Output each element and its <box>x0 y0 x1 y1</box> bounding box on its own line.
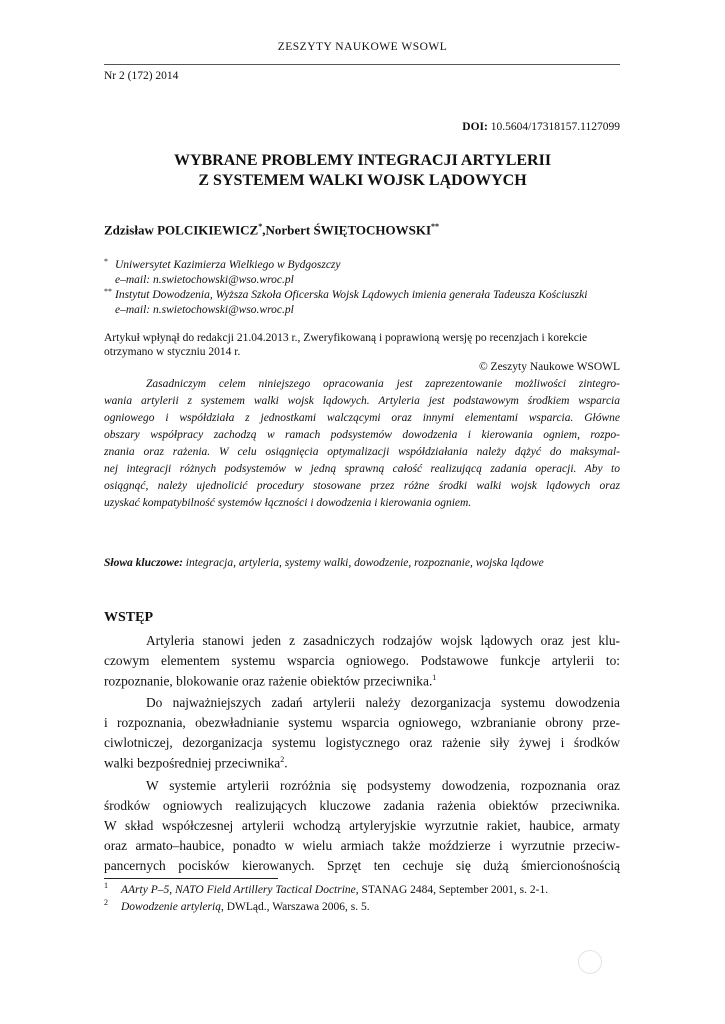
footnote-number: 1 <box>104 881 108 890</box>
body-text: rozpoznanie, blokowanie oraz rażenie obiektów przeciwnika. <box>104 673 433 689</box>
abstract-line: obszary współpracy zachodzą w ramach podsystemów dowodzenia i kierowania ogniem, rozpo- <box>104 429 620 441</box>
footnote-title: AArty P–5, NATO Field Artillery Tactical Doctrine <box>121 884 356 896</box>
copyright: © Zeszyty Naukowe WSOWL <box>478 361 620 373</box>
author-1-mark: * <box>258 222 263 231</box>
body-line: Artyleria stanowi jeden z zasadniczych rodzajów wojsk lądowych oraz jest klu- <box>146 633 620 648</box>
affiliation-mark: ** <box>104 287 112 296</box>
footnote-ref[interactable]: 2 <box>280 755 285 764</box>
doi-label: DOI: <box>462 121 488 133</box>
abstract-line: nej integracji różnych podsystemów w jedną sprawną całość realizującą zadania operacji. Aby to <box>104 463 620 475</box>
keywords <box>104 557 544 569</box>
affiliation-email[interactable]: e–mail: n.swietochowski@wso.wroc.pl <box>115 274 294 286</box>
article-title-line-1: WYBRANE PROBLEMY INTEGRACJI ARTYLERII <box>173 152 552 169</box>
body-text: walki bezpośredniej przeciwnika <box>104 755 281 771</box>
affiliation-email[interactable]: e–mail: n.swietochowski@wso.wroc.pl <box>115 304 294 316</box>
affiliation-name: Uniwersytet Kazimierza Wielkiego w Bydgoszczy <box>115 259 341 271</box>
footnote-text <box>121 901 370 913</box>
body-line <box>104 755 620 771</box>
header-rule <box>104 64 620 65</box>
affiliation-mark: * <box>104 257 108 266</box>
footnote-number: 2 <box>104 898 108 907</box>
doi <box>462 121 620 133</box>
body-line: Do najważniejszych zadań artylerii należy dezorganizacja systemu dowodzenia <box>146 695 620 710</box>
abstract-line: wania artylerii z systemem walki wojsk lądowych. Artyleria jest podstawowym środkiem wsparcia <box>104 395 620 407</box>
body-line: W systemie artylerii rozróżnia się podsystemy dowodzenia, rozpoznania oraz <box>146 778 620 793</box>
body-line: czowym elementem systemu wsparcia ogniowego. Podstawowe funkcje artylerii to: <box>104 653 620 668</box>
abstract-line: uzyskać kompatybilność systemów łączności i dowodzenia i kierowania ogniem. <box>104 497 472 509</box>
body-line: pancernych pocisków kierowanych. Sprzęt ten cechuje się dużą śmiercionośnością <box>104 858 620 873</box>
body-line: środków ogniowych realizujących kluczowe zadania rażenia obiektów przeciwnika. <box>104 798 620 813</box>
abstract-line: osiągnąć, należy ujednolicić procedury stosowane przez różne środki walki wojsk lądowych oraz <box>104 480 620 492</box>
footnote-rule <box>104 878 278 879</box>
issue-number: Nr 2 (172) 2014 <box>104 70 179 82</box>
footnote-text <box>121 884 548 896</box>
author-1: Zdzisław POLCIKIEWICZ <box>104 222 259 238</box>
watermark-icon <box>578 950 602 974</box>
received-line-1: Artykuł wpłynął do redakcji 21.04.2013 r., Zweryfikowaną i poprawioną wersję po recenzjach i korekcie <box>104 332 588 344</box>
article-title-line-2: Z SYSTEMEM WALKI WOJSK LĄDOWYCH <box>198 172 527 189</box>
body-text-end: . <box>284 755 288 771</box>
section-heading: WSTĘP <box>104 610 154 625</box>
received-note <box>104 331 620 359</box>
body-line: ciwlotniczej, dezorganizacja systemu logistycznego oraz rażenie siły żywej i środków <box>104 735 620 750</box>
doi-value[interactable]: 10.5604/17318157.1127099 <box>490 121 620 133</box>
affiliation-name: Instytut Dowodzenia, Wyższa Szkoła Oficerska Wojsk Lądowych imienia generała Tadeusza Kościuszki <box>115 289 588 301</box>
body-line: oraz armato–haubice, ponadto w wielu armiach także moździerze i wyrzutnie przeciw- <box>104 838 620 853</box>
footnote-rest: , STANAG 2484, September 2001, s. 2-1. <box>355 884 549 896</box>
authors <box>104 222 439 238</box>
author-2-mark: ** <box>431 222 440 231</box>
received-line-2: otrzymano w styczniu 2014 r. <box>104 346 241 358</box>
keywords-text: integracja, artyleria, systemy walki, dowodzenie, rozpoznanie, wojska lądowe <box>182 557 544 569</box>
body-line <box>104 673 620 689</box>
journal-name: ZESZYTY NAUKOWE WSOWL <box>277 41 448 53</box>
keywords-label: Słowa kluczowe: <box>104 557 183 569</box>
body-line: i rozpoznania, obezwładnianie systemu wsparcia ogniowego, wzbranianie obrony prze- <box>104 715 620 730</box>
footnote-ref[interactable]: 1 <box>432 673 437 682</box>
abstract-line: ogniowego i współdziała z jednostkami walczącymi oraz innymi elementami wsparcia. Główne <box>104 412 620 424</box>
author-2: Norbert ŚWIĘTOCHOWSKI <box>265 222 432 238</box>
abstract-line: Zasadniczym celem niniejszego opracowania jest zaprezentowanie możliwości zintegro- <box>146 378 620 390</box>
footnote-title: Dowodzenie artylerią <box>121 901 221 913</box>
footnote-rest: , DWLąd., Warszawa 2006, s. 5. <box>220 901 370 913</box>
author-separator: , <box>262 222 266 238</box>
abstract-line: znania oraz rażenia. W celu osiągnięcia optymalizacji współdziałania należy dążyć do maksymal- <box>104 446 620 458</box>
body-line: W skład współczesnej artylerii wchodzą artyleryjskie wyrzutnie rakiet, haubice, armaty <box>104 818 620 833</box>
